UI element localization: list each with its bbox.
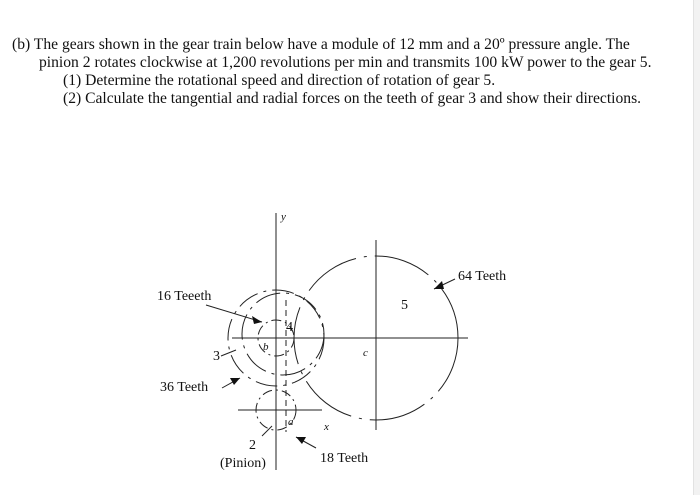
question-part-1: (1) Determine the rotational speed and direction of rotation of gear 5. (63, 72, 496, 89)
scrollbar-track[interactable] (693, 0, 700, 495)
label-18-teeth: 18 Teeth (320, 451, 369, 466)
label-gear-3: 3 (213, 349, 220, 364)
label-axis-y: y (281, 211, 286, 223)
arrowhead-36-teeth (230, 378, 240, 385)
leader-gear-3 (221, 350, 236, 356)
label-point-a: a (288, 416, 294, 428)
label-16-teeth: 16 Teeeth (157, 289, 212, 304)
label-gear-4: 4 (286, 320, 293, 335)
label-pinion: (Pinion) (220, 456, 266, 471)
label-36-teeth: 36 Teeth (160, 380, 209, 395)
question-part-2: (2) Calculate the tangential and radial forces on the teeth of gear 3 and show their directions. (63, 90, 642, 107)
question-intro: (b) The gears shown in the gear train below have a module of 12 mm and a 20º pressure angle. The pinion 2 rotates clockwise at 1,200 revolutions per min and transmits 100 kW power to the gear 5. (12, 36, 652, 71)
label-64-teeth: 64 Teeth (458, 269, 507, 284)
arrowhead-16-teeth (252, 316, 262, 324)
label-gear-2: 2 (249, 438, 256, 453)
label-gear-5: 5 (401, 298, 408, 313)
label-point-b: b (263, 341, 269, 353)
label-axis-x: x (324, 421, 329, 433)
arrowhead-18-teeth (296, 437, 306, 444)
label-point-c: c (363, 347, 368, 359)
